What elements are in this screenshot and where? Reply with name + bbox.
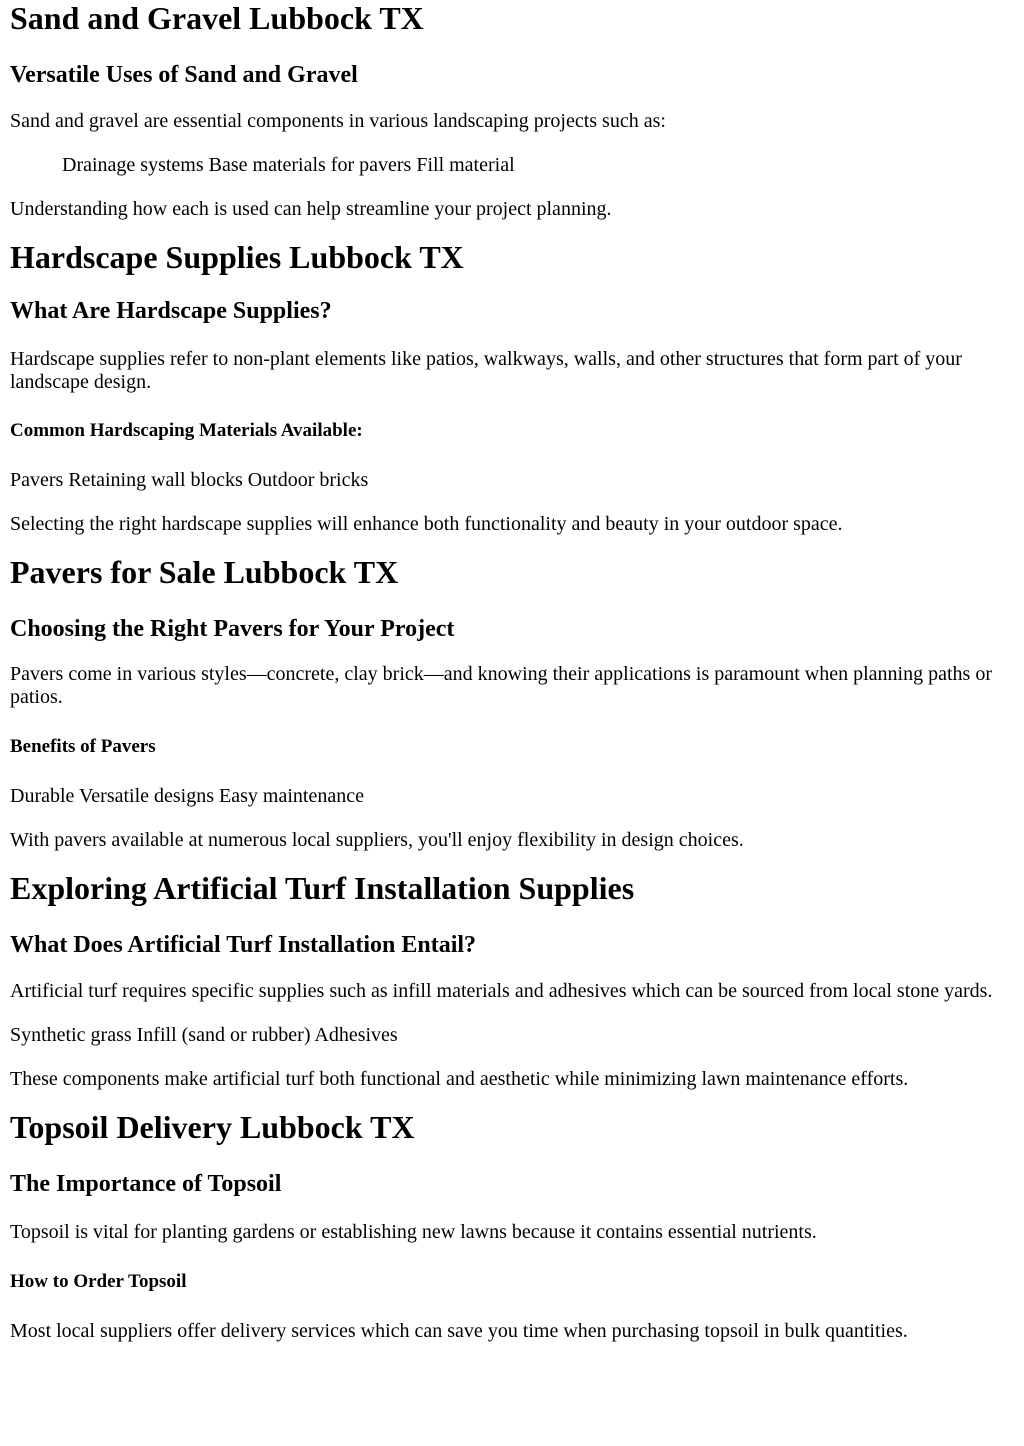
- turf-list: Synthetic grass Infill (sand or rubber) Adhesives: [10, 1024, 398, 1046]
- hardscape-intro: Hardscape supplies refer to non-plant elements like patios, walkways, walls, and other structures that form part of your landscape design.: [10, 348, 962, 393]
- section-title-sand-gravel: Sand and Gravel Lubbock TX: [10, 0, 424, 36]
- sand-gravel-list: Drainage systems Base materials for pavers Fill material: [62, 154, 515, 176]
- pavers-list: Durable Versatile designs Easy maintenance: [10, 785, 364, 807]
- section-title-pavers: Pavers for Sale Lubbock TX: [10, 554, 399, 590]
- hardscape-list: Pavers Retaining wall blocks Outdoor bricks: [10, 469, 369, 491]
- turf-outro: These components make artificial turf both functional and aesthetic while minimizing lawn maintenance efforts.: [10, 1068, 909, 1090]
- pavers-outro: With pavers available at numerous local suppliers, you'll enjoy flexibility in design choices.: [10, 829, 744, 851]
- topsoil-subheading: How to Order Topsoil: [10, 1271, 187, 1292]
- section-subtitle-topsoil: The Importance of Topsoil: [10, 1171, 282, 1197]
- pavers-subheading: Benefits of Pavers: [10, 736, 156, 757]
- section-subtitle-turf: What Does Artificial Turf Installation Entail?: [10, 932, 477, 958]
- section-title-topsoil: Topsoil Delivery Lubbock TX: [10, 1109, 415, 1145]
- section-title-hardscape: Hardscape Supplies Lubbock TX: [10, 239, 464, 275]
- hardscape-subheading: Common Hardscaping Materials Available:: [10, 420, 363, 441]
- section-subtitle-sand-gravel: Versatile Uses of Sand and Gravel: [10, 62, 358, 88]
- section-subtitle-pavers: Choosing the Right Pavers for Your Project: [10, 616, 455, 642]
- topsoil-intro: Topsoil is vital for planting gardens or establishing new lawns because it contains essential nutrients.: [10, 1221, 817, 1243]
- section-subtitle-hardscape: What Are Hardscape Supplies?: [10, 298, 332, 324]
- topsoil-outro: Most local suppliers offer delivery services which can save you time when purchasing topsoil in bulk quantities.: [10, 1320, 908, 1342]
- pavers-intro: Pavers come in various styles—concrete, clay brick—and knowing their applications is paramount when planning paths or patios.: [10, 663, 992, 708]
- hardscape-outro: Selecting the right hardscape supplies will enhance both functionality and beauty in your outdoor space.: [10, 513, 843, 535]
- turf-intro: Artificial turf requires specific supplies such as infill materials and adhesives which can be sourced from local stone yards.: [10, 980, 993, 1002]
- sand-gravel-outro: Understanding how each is used can help streamline your project planning.: [10, 198, 612, 220]
- sand-gravel-intro: Sand and gravel are essential components in various landscaping projects such as:: [10, 110, 666, 132]
- section-title-turf: Exploring Artificial Turf Installation Supplies: [10, 870, 635, 906]
